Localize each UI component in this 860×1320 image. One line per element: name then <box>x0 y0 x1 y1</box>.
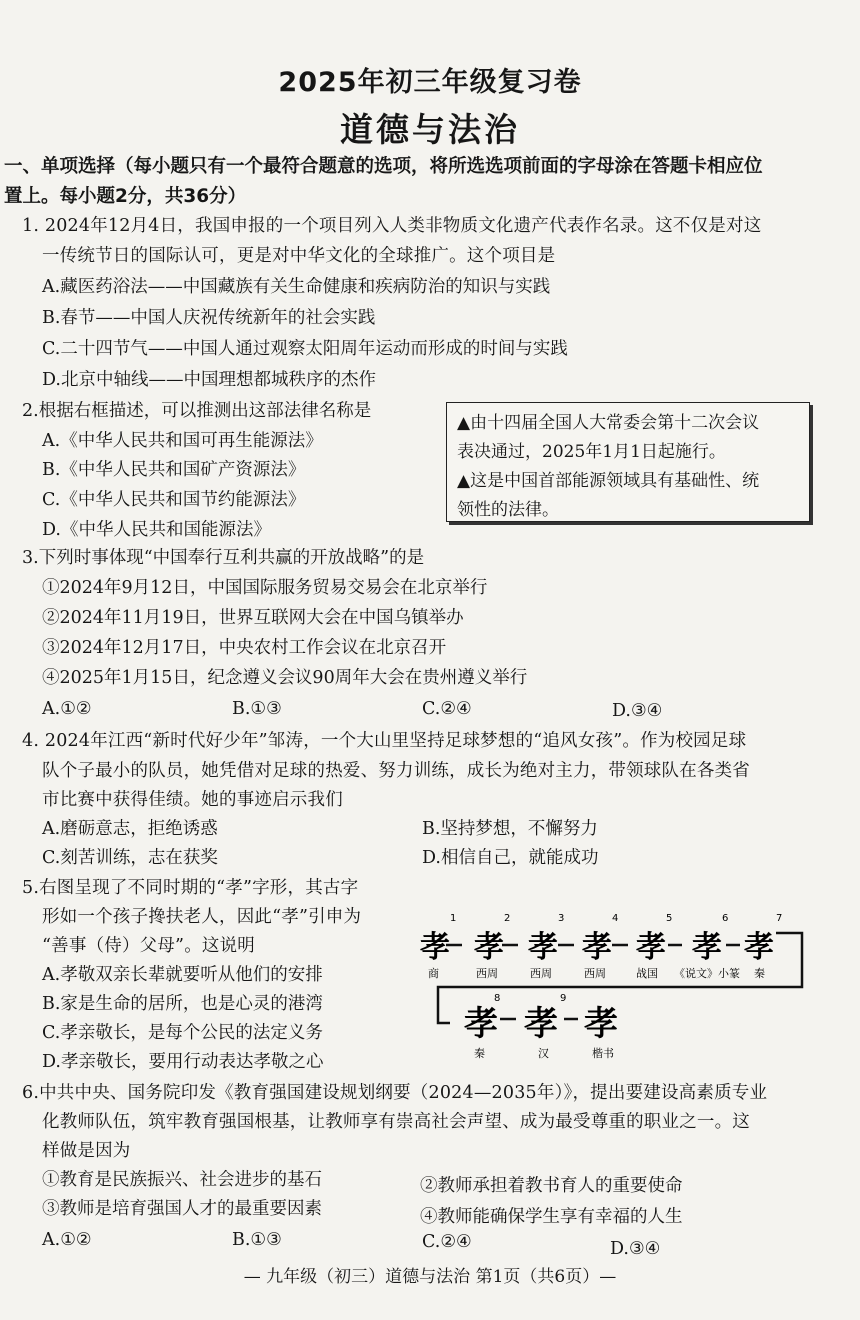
q5-stem-line1: 5.右图呈现了不同时期的“孝”字形，其古字 <box>22 878 359 898</box>
num-1: 1 <box>450 913 457 924</box>
num-6: 6 <box>722 913 729 924</box>
q2-option-b: B.《中华人民共和国矿产资源法》 <box>42 460 306 480</box>
q4-stem-line1: 4. 2024年江西“新时代好少年”邹涛，一个大山里坚持足球梦想的“追风女孩”。作为校园足球 <box>22 731 747 751</box>
q2-option-d: D.《中华人民共和国能源法》 <box>42 520 271 540</box>
num-2: 2 <box>504 913 511 924</box>
q3-option-a: A.①② <box>42 699 92 719</box>
q6-option-d: D.③④ <box>610 1239 661 1259</box>
exam-title: 2025年初三年级复习卷 <box>278 67 582 98</box>
q3-option-d: D.③④ <box>612 701 663 721</box>
label-kaishu: 楷书 <box>592 1047 614 1060</box>
num-4: 4 <box>612 913 619 924</box>
q6-stem-line2: 化教师队伍，筑牢教育强国根基，让教师享有崇高社会声望、成为最受尊重的职业之一。这 <box>42 1112 750 1132</box>
label-xizhou-1: 西周 <box>476 967 498 980</box>
section-heading-line1: 一、单项选择（每小题只有一个最符合题意的选项，将所选选项前面的字母涂在答题卡相应位 <box>4 156 763 177</box>
q1-option-c: C.二十四节气——中国人通过观察太阳周年运动而形成的时间与实践 <box>42 339 568 359</box>
q4-option-b: B.坚持梦想，不懈努力 <box>422 819 598 839</box>
label-xizhou-2: 西周 <box>530 967 552 980</box>
num-8: 8 <box>494 993 501 1004</box>
glyph-3: 孝 <box>528 930 558 965</box>
label-qin-1: 秦 <box>754 967 765 980</box>
glyph-kaishu: 孝 <box>584 1004 618 1044</box>
q4-stem-line3: 市比赛中获得佳绩。她的事迹启示我们 <box>42 790 343 810</box>
num-3: 3 <box>558 913 565 924</box>
section-heading-line2: 置上。每小题2分，共36分） <box>4 186 247 207</box>
label-shuowen-xiaozhuan: 《说文》小篆 <box>674 967 740 980</box>
q4-stem-line2: 队个子最小的队员，她凭借对足球的热爱、努力训练，成长为绝对主力，带领球队在各类省 <box>42 761 750 781</box>
q5-stem-line3: “善事（侍）父母”。这说明 <box>42 936 255 956</box>
q3-item-1: ①2024年9月12日，中国国际服务贸易交易会在北京举行 <box>42 578 488 598</box>
q3-option-b: B.①③ <box>232 699 282 719</box>
q6-option-c: C.②④ <box>422 1232 472 1252</box>
q4-option-a: A.磨砺意志，拒绝诱惑 <box>42 819 218 839</box>
q4-option-c: C.刻苦训练，志在获奖 <box>42 848 218 868</box>
glyph-6: 孝 <box>692 930 722 965</box>
box-line-1: ▲由十四届全国人大常委会第十二次会议 <box>457 413 760 433</box>
q6-item-1: ①教育是民族振兴、社会进步的基石 <box>42 1170 322 1190</box>
q2-option-a: A.《中华人民共和国可再生能源法》 <box>42 431 323 451</box>
q3-stem: 3.下列时事体现“中国奉行互利共赢的开放战略”的是 <box>22 548 425 568</box>
box-line-3: ▲这是中国首部能源领域具有基础性、统 <box>457 471 760 491</box>
subject-title: 道德与法治 <box>340 110 520 149</box>
xiao-evolution-figure <box>420 905 820 1065</box>
q2-option-c: C.《中华人民共和国节约能源法》 <box>42 490 306 510</box>
law-description-box <box>446 402 810 522</box>
q5-option-b: B.家是生命的居所，也是心灵的港湾 <box>42 994 323 1014</box>
glyph-7: 孝 <box>744 930 774 965</box>
q6-option-a: A.①② <box>42 1230 92 1250</box>
q1-stem-line2: 一传统节日的国际认可，更是对中华文化的全球推广。这个项目是 <box>42 246 556 266</box>
section-heading <box>4 152 834 212</box>
glyph-5: 孝 <box>636 930 666 965</box>
glyph-9: 孝 <box>524 1004 558 1044</box>
q1-option-a: A.藏医药浴法——中国藏族有关生命健康和疾病防治的知识与实践 <box>42 277 551 297</box>
q1-option-d: D.北京中轴线——中国理想都城秩序的杰作 <box>42 370 376 390</box>
glyph-1: 孝 <box>420 930 450 965</box>
q4-option-d: D.相信自己，就能成功 <box>422 848 599 868</box>
q2-stem: 2.根据右框描述，可以推测出这部法律名称是 <box>22 401 372 421</box>
label-zhanguo: 战国 <box>636 967 658 980</box>
box-line-2: 表决通过，2025年1月1日起施行。 <box>457 442 726 462</box>
q3-item-4: ④2025年1月15日，纪念遵义会议90周年大会在贵州遵义举行 <box>42 668 528 688</box>
glyph-4: 孝 <box>582 930 612 965</box>
q5-option-d: D.孝亲敬长，要用行动表达孝敬之心 <box>42 1052 324 1072</box>
q3-item-3: ③2024年12月17日，中央农村工作会议在北京召开 <box>42 638 447 658</box>
glyph-8: 孝 <box>464 1004 498 1044</box>
q5-option-c: C.孝亲敬长，是每个公民的法定义务 <box>42 1023 323 1043</box>
label-xizhou-3: 西周 <box>584 967 606 980</box>
q6-item-4: ④教师能确保学生享有幸福的人生 <box>420 1207 683 1227</box>
q6-option-b: B.①③ <box>232 1230 282 1250</box>
label-shang: 商 <box>428 967 439 980</box>
glyph-2: 孝 <box>474 930 504 965</box>
label-qin-2: 秦 <box>474 1047 485 1060</box>
page-footer: — 九年级（初三）道德与法治 第1页（共6页）— <box>243 1267 617 1287</box>
label-han: 汉 <box>538 1047 549 1060</box>
num-7: 7 <box>776 913 783 924</box>
box-line-4: 领性的法律。 <box>457 500 559 520</box>
q6-item-3: ③教师是培育强国人才的最重要因素 <box>42 1199 322 1219</box>
q6-stem-line3: 样做是因为 <box>42 1141 131 1161</box>
q1-stem-line1: 1. 2024年12月4日，我国申报的一个项目列入人类非物质文化遗产代表作名录。这不仅是对这 <box>22 216 762 236</box>
q3-item-2: ②2024年11月19日，世界互联网大会在中国乌镇举办 <box>42 608 464 628</box>
q6-item-2: ②教师承担着教书育人的重要使命 <box>420 1176 683 1196</box>
q3-option-c: C.②④ <box>422 699 472 719</box>
num-5: 5 <box>666 913 673 924</box>
q1-option-b: B.春节——中国人庆祝传统新年的社会实践 <box>42 308 376 328</box>
q5-option-a: A.孝敬双亲长辈就要听从他们的安排 <box>42 965 323 985</box>
q6-stem-line1: 6.中共中央、国务院印发《教育强国建设规划纲要（2024—2035年）》，提出要建设高素质专业 <box>22 1083 768 1103</box>
num-9: 9 <box>560 993 567 1004</box>
q5-stem-line2: 形如一个孩子搀扶老人，因此“孝”引申为 <box>42 907 362 927</box>
